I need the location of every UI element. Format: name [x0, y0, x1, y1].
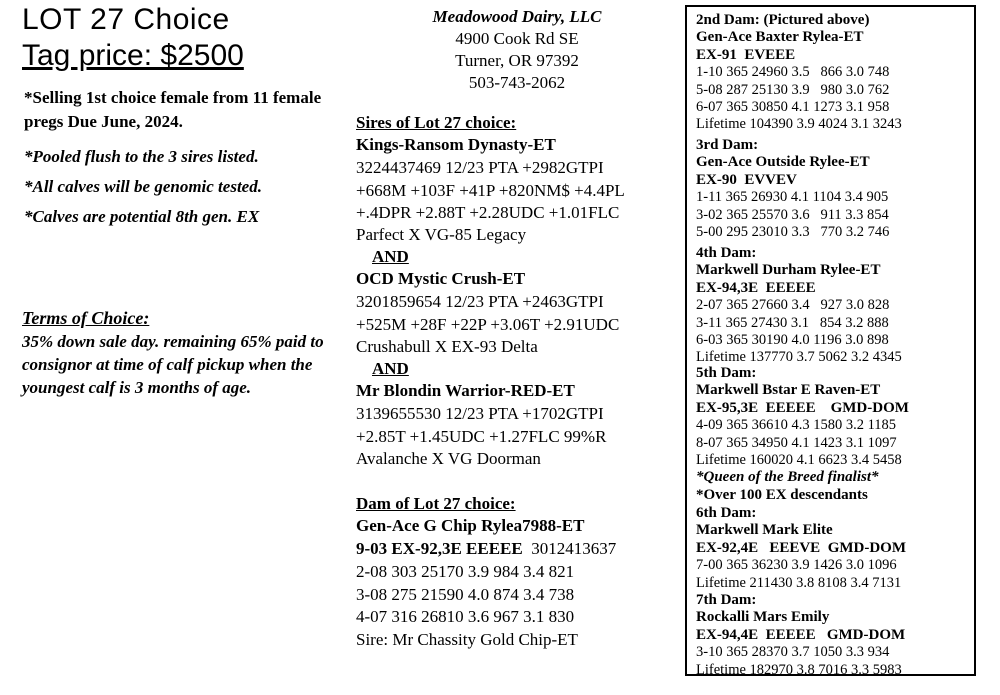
sire-3-line-3: Avalanche X VG Doorman: [356, 449, 541, 468]
second-dam-name: Gen-Ace Baxter Rylea-ET: [696, 29, 864, 46]
fourth-dam-record-1: 2-07 365 27660 3.4 927 3.0 828: [696, 297, 890, 314]
sire-3-line-2: +2.85T +1.45UDC +1.27FLC 99%R: [356, 427, 607, 446]
fourth-dam-lifetime: Lifetime 137770 3.7 5062 3.2 4345: [696, 349, 902, 366]
fifth-dam-note-2: *Over 100 EX descendants: [696, 486, 868, 503]
dam-classification: 9-03 EX-92,3E EEEEE: [356, 539, 523, 558]
sixth-dam-class: EX-92,4E EEEVE GMD-DOM: [696, 539, 906, 556]
sire-1-line-1: 3224437469 12/23 PTA +2982GTPI: [356, 158, 604, 177]
fifth-dam-note-1: *Queen of the Breed finalist*: [696, 469, 879, 486]
fourth-dam-label: 4th Dam:: [696, 245, 757, 261]
sixth-dam-record-1: 7-00 365 36230 3.9 1426 3.0 1096: [696, 557, 897, 574]
second-dam-class: EX-91 EVEEE: [696, 46, 796, 63]
sire-1-line-4: Parfect X VG-85 Legacy: [356, 225, 527, 244]
fourth-dam-name: Markwell Durham Rylee-ET: [696, 262, 881, 279]
terms-heading: Terms of Choice:: [22, 308, 150, 328]
consignor-address-1: 4900 Cook Rd SE: [455, 29, 579, 48]
tag-price: Tag price: $2500: [22, 39, 244, 72]
second-dam-record-2: 5-08 287 25130 3.9 980 3.0 762: [696, 81, 890, 98]
third-dam-record-1: 1-11 365 26930 4.1 1104 3.4 905: [696, 189, 889, 206]
sire-2-line-1: 3201859654 12/23 PTA +2463GTPI: [356, 292, 604, 311]
third-dam-record-3: 5-00 295 23010 3.3 770 3.2 746: [696, 224, 890, 241]
sire-2-line-3: Crushabull X EX-93 Delta: [356, 337, 538, 356]
genomic-note: *All calves will be genomic tested.: [24, 177, 262, 196]
sires-heading: Sires of Lot 27 choice:: [356, 113, 517, 132]
and-separator-2: AND: [372, 359, 409, 378]
sire-1-line-2: +668M +103F +41P +820NM$ +4.4PL: [356, 181, 625, 200]
third-dam: [696, 137, 889, 241]
fourth-dam-record-2: 3-11 365 27430 3.1 854 3.2 888: [696, 314, 889, 331]
sire-2-name: OCD Mystic Crush-ET: [356, 269, 526, 288]
fourth-dam-class: EX-94,3E EEEEE: [696, 279, 816, 296]
third-dam-name: Gen-Ace Outside Rylee-ET: [696, 154, 870, 171]
third-dam-class: EX-90 EVVEV: [696, 171, 797, 188]
second-dam-label: 2nd Dam: (Pictured above): [696, 12, 870, 28]
dam-record-1: 2-08 303 25170 3.9 984 3.4 821: [356, 562, 575, 581]
fifth-dam-lifetime: Lifetime 160020 4.1 6623 3.4 5458: [696, 452, 902, 469]
second-dam: [696, 12, 902, 134]
dam-sire: Sire: Mr Chassity Gold Chip-ET: [356, 630, 578, 649]
dam-registration: 3012413637: [522, 539, 617, 558]
consignor-address-2: Turner, OR 97392: [455, 51, 579, 70]
third-dam-record-2: 3-02 365 25570 3.6 911 3.3 854: [696, 206, 889, 223]
sire-1-name: Kings-Ransom Dynasty-ET: [356, 135, 556, 154]
sixth-dam-lifetime: Lifetime 211430 3.8 8108 3.4 7131: [696, 574, 902, 591]
pedigree-box: [685, 5, 976, 676]
fifth-dam-label: 5th Dam:: [696, 365, 757, 381]
seventh-dam: [696, 592, 905, 679]
dam-name: Gen-Ace G Chip Rylea7988-ET: [356, 516, 585, 535]
dam-record-2: 3-08 275 21590 4.0 874 3.4 738: [356, 585, 575, 604]
consignor-phone: 503-743-2062: [468, 73, 566, 92]
sixth-dam-name: Markwell Mark Elite: [696, 522, 833, 539]
selling-note: *Selling 1st choice female from 11 female pregs Due June, 2024.: [24, 88, 322, 131]
seventh-dam-label: 7th Dam:: [696, 592, 757, 608]
fifth-dam-class: EX-95,3E EEEEE GMD-DOM: [696, 399, 909, 416]
second-dam-record-1: 1-10 365 24960 3.5 866 3.0 748: [696, 64, 890, 81]
and-separator-1: AND: [372, 247, 409, 266]
seventh-dam-lifetime: Lifetime 182970 3.8 7016 3.3 5983: [696, 661, 902, 678]
pooled-note: *Pooled flush to the 3 sires listed.: [24, 147, 259, 166]
sire-3-line-1: 3139655530 12/23 PTA +1702GTPI: [356, 404, 604, 423]
second-dam-record-3: 6-07 365 30850 4.1 1273 3.1 958: [696, 99, 890, 116]
seventh-dam-record-1: 3-10 365 28370 3.7 1050 3.3 934: [696, 644, 890, 661]
generation-note: *Calves are potential 8th gen. EX: [24, 207, 260, 226]
seventh-dam-class: EX-94,4E EEEEE GMD-DOM: [696, 626, 906, 643]
fourth-dam-record-3: 6-03 365 30190 4.0 1196 3.0 898: [696, 332, 889, 349]
dam-record-3: 4-07 316 26810 3.6 967 3.1 830: [356, 607, 575, 626]
terms-text: 35% down sale day. remaining 65% paid to consignor at time of calf pickup when the youngest calf is 3 months of age.: [22, 332, 324, 397]
fifth-dam-name: Markwell Bstar E Raven-ET: [696, 382, 881, 399]
dam-heading: Dam of Lot 27 choice:: [356, 494, 516, 513]
sire-1-line-3: +.4DPR +2.88T +2.28UDC +1.01FLC: [356, 203, 620, 222]
sire-2-line-2: +525M +28F +22P +3.06T +2.91UDC: [356, 315, 620, 334]
sixth-dam: [696, 505, 906, 592]
sire-3-name: Mr Blondin Warrior-RED-ET: [356, 381, 575, 400]
second-dam-lifetime: Lifetime 104390 3.9 4024 3.1 3243: [696, 116, 902, 133]
seventh-dam-name: Rockalli Mars Emily: [696, 609, 830, 626]
fifth-dam: [696, 365, 909, 504]
dam-classification-line: [356, 538, 616, 561]
third-dam-label: 3rd Dam:: [696, 137, 759, 153]
fifth-dam-record-1: 4-09 365 36610 4.3 1580 3.2 1185: [696, 417, 897, 434]
fourth-dam: [696, 245, 902, 367]
lot-title: LOT 27 Choice: [22, 3, 230, 36]
consignor-name: Meadowood Dairy, LLC: [432, 7, 602, 26]
sixth-dam-label: 6th Dam:: [696, 505, 757, 521]
fifth-dam-record-2: 8-07 365 34950 4.1 1423 3.1 1097: [696, 434, 897, 451]
